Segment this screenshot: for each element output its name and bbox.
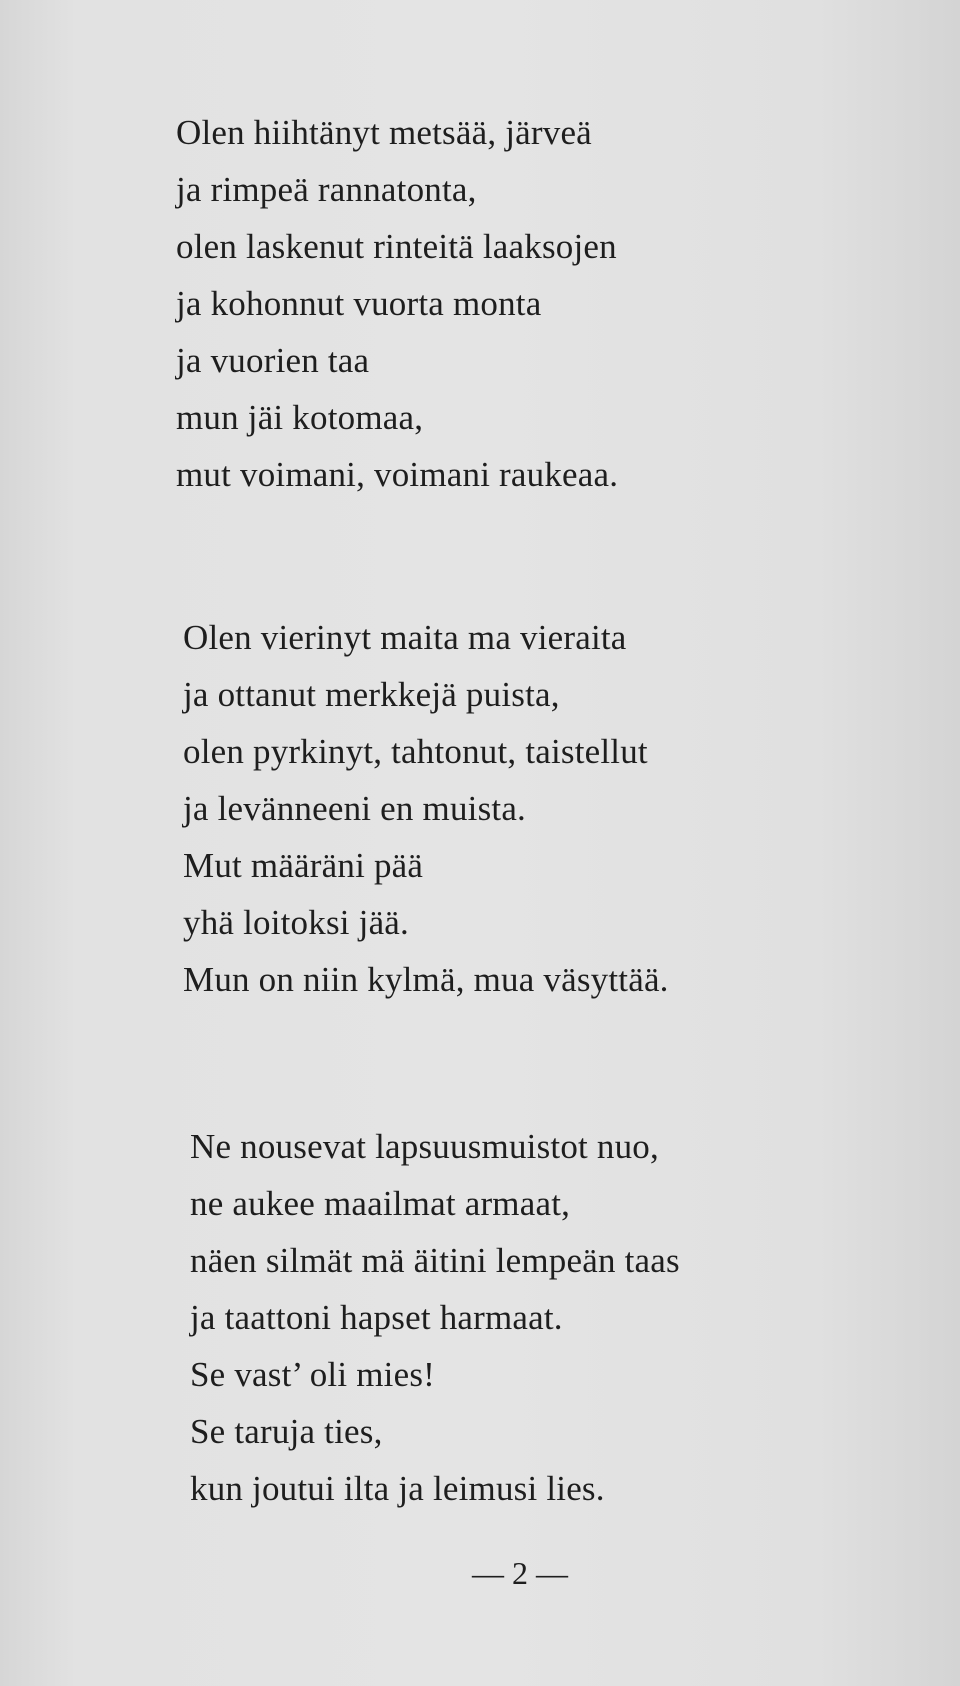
stanza-3 (190, 1118, 680, 1517)
poem-line: ja taattoni hapset harmaat. (190, 1298, 563, 1337)
poem-line: Ne nousevat lapsuusmuistot nuo, (190, 1127, 659, 1166)
poem-line: ja kohonnut vuorta monta (176, 284, 542, 323)
poem-line: Mut määräni pää (183, 846, 424, 885)
poem-line: olen laskenut rinteitä laaksojen (176, 227, 617, 266)
poem-line: ja vuorien taa (176, 341, 370, 380)
poem-line: Olen vierinyt maita ma vieraita (183, 618, 627, 657)
poem-line: mut voimani, voimani raukeaa. (176, 455, 619, 494)
poem-line: yhä loitoksi jää. (183, 903, 409, 942)
stanza-1 (176, 104, 618, 503)
page-number: — 2 — (472, 1555, 568, 1591)
poem-line: olen pyrkinyt, tahtonut, taistellut (183, 732, 648, 771)
poem-line: Mun on niin kylmä, mua väsyttää. (183, 960, 669, 999)
poem-line: näen silmät mä äitini lempeän taas (190, 1241, 680, 1280)
poem-line: ja ottanut merkkejä puista, (183, 675, 560, 714)
poem-line: kun joutui ilta ja leimusi lies. (190, 1469, 605, 1508)
stanza-2 (183, 609, 669, 1008)
poem-line: Olen hiihtänyt metsää, järveä (176, 113, 592, 152)
poem-line: mun jäi kotomaa, (176, 398, 424, 437)
poem-line: ja levänneeni en muista. (183, 789, 527, 828)
poem-line: Se taruja ties, (190, 1412, 383, 1451)
poem-line: ne aukee maailmat armaat, (190, 1184, 571, 1223)
poem-line: Se vast’ oli mies! (190, 1355, 435, 1394)
poem-line: ja rimpeä rannatonta, (176, 170, 477, 209)
